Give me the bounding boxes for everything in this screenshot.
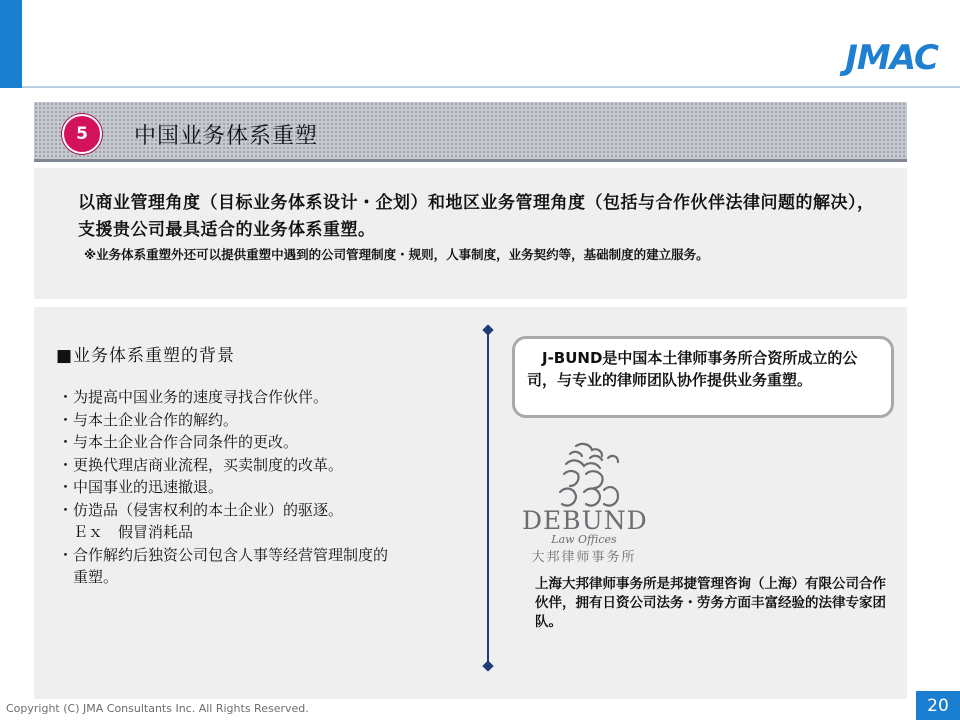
header-accent-bar [0,0,22,88]
list-item: ・仿造品（侵害权利的本土企业）的驱逐。 [58,500,344,519]
list-item: 重塑。 [58,568,119,586]
partner-description: 上海大邦律师事务所是邦捷管理咨询（上海）有限公司合作伙伴，拥有日资公司法务・劳务方面丰富经验的法律专家团队。 [535,576,886,630]
debund-logo-subtitle: Law Offices [551,533,617,546]
debund-logo [522,440,646,564]
page-number: 20 [916,691,960,720]
copyright: Copyright (C) JMA Consultants Inc. All Rights Reserved. [6,702,309,715]
debund-logo-name: DEBUND [522,506,648,535]
intro-note: ※业务体系重塑外还可以提供重塑中遇到的公司管理制度・规则，人事制度，业务契约等，基础制度的建立服务。 [84,247,709,262]
background-list [58,386,388,589]
background-heading: ■业务体系重塑的背景 [56,346,236,366]
list-item: ・与本土企业合作合同条件的更改。 [58,433,299,451]
list-item: ・更换代理店商业流程，买卖制度的改革。 [58,455,344,474]
debund-logo-chinese: 大邦律师事务所 [531,550,637,565]
list-item: ・与本土企业合作的解约。 [58,410,239,429]
list-item: Ｅｘ 假冒消耗品 [58,523,194,541]
header-divider [22,86,960,88]
logo-text: JMAC [845,38,938,78]
list-item: ・中国事业的迅速撤退。 [58,478,224,496]
list-item: ・合作解约后独资公司包含人事等经营管理制度的 [58,545,389,564]
vertical-divider [487,330,489,666]
jmac-logo [845,38,938,80]
lion-crest-icon [546,440,626,512]
intro-text: 以商业管理角度（目标业务体系设计・企划）和地区业务管理角度（包括与合作伙伴法律问题的解决），支援贵公司最具适合的业务体系重塑。 [78,193,875,240]
partner-callout: J-BUND是中国本土律师事务所合资所成立的公司，与专业的律师团队协作提供业务重塑。 [512,336,894,418]
section-number-badge: 5 [62,114,102,154]
section-title: 中国业务体系重塑 [134,124,319,149]
list-item: ・为提高中国业务的速度寻找合作伙伴。 [58,388,329,406]
